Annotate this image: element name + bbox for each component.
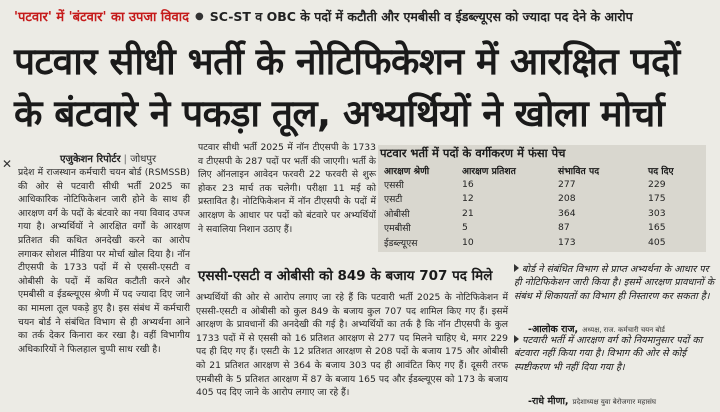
triangle-bullet-icon bbox=[514, 264, 519, 272]
cell-given: 175 bbox=[648, 193, 666, 205]
table-header-row bbox=[382, 163, 704, 177]
table-title: पटवार भर्ती में पदों के वर्गीकरण में फंसा पेच bbox=[380, 146, 566, 160]
cell-expected: 87 bbox=[558, 222, 570, 234]
bullet-icon: ● bbox=[195, 10, 204, 22]
header-percent: आरक्षण प्रतिशत bbox=[462, 165, 516, 177]
triangle-bullet-icon bbox=[514, 335, 519, 343]
table-row bbox=[382, 235, 704, 250]
cell-category: ओबीसी bbox=[384, 208, 410, 220]
table-row bbox=[382, 206, 704, 221]
cell-expected: 364 bbox=[558, 207, 576, 219]
quote-union-leader bbox=[514, 334, 716, 374]
quote-2-text: पटवारी भर्ती में आरक्षण वर्ग को नियमानुसार पदों का बंटवारा नहीं किया गया है। विभाग की ओर से कोई स्पष्टीकरण भी नहीं दिया गया है। bbox=[514, 335, 703, 373]
cell-percent: 12 bbox=[462, 193, 474, 205]
cell-category: एससी bbox=[384, 179, 404, 191]
sub-headline: एससी-एसटी व ओबीसी को 849 के बजाय 707 पद मिले bbox=[198, 268, 493, 284]
cell-percent: 10 bbox=[462, 236, 474, 248]
cell-expected: 173 bbox=[558, 236, 576, 248]
cell-expected: 208 bbox=[558, 193, 576, 205]
cell-category: ईडब्ल्यूएस bbox=[384, 237, 418, 249]
quote-2-signature bbox=[528, 394, 656, 407]
cell-expected: 277 bbox=[558, 178, 576, 190]
table-row bbox=[382, 221, 704, 236]
cell-percent: 21 bbox=[462, 207, 474, 219]
quote-2-name: -राधे मीणा, bbox=[528, 396, 569, 407]
kicker-line bbox=[14, 5, 714, 27]
byline: एजुकेशन रिपोर्टर | जोधपुर bbox=[60, 154, 157, 165]
cell-percent: 16 bbox=[462, 178, 474, 190]
reservation-table bbox=[382, 163, 704, 250]
header-expected: संभावित पद bbox=[558, 165, 600, 177]
column-3-text: अभ्यर्थियों की ओर से आरोप लगाए जा रहे हैं कि पटवारी भर्ती 2025 के नोटिफिकेशन में एससी-एसटी व ओबीसी को कुल 849 के बजाय कुल 707 पद शामिल किए गए हैं। इसमें आरक्षण के प्रावधानों की अनदेखी की गई है। अभ्यर्थियों का तर्क है कि नॉन टीएसपी के कुल 1733 पदों में से एससी को 16 प्रतिशत आरक्षण से 277 पद मिलने चाहिए थे, मगर 229 पद ही दिए गए हैं। एसटी के 12 प्रतिशत आरक्षण से 208 पदों के बजाय 175 और ओबीसी को 21 प्रतिशत आरक्षण से 364 के बजाय 303 पद ही आवंटित किए गए हैं। दूसरी तरफ एमबीसी के 5 प्रतिशत आरक्षण में 87 के बजाय 165 पद और ईडब्ल्यूएस को 173 के बजाय 405 पद दिए जाने के आरोप लगाए जा रहे हैं। bbox=[196, 292, 508, 399]
cell-percent: 5 bbox=[462, 222, 468, 234]
cell-given: 229 bbox=[648, 178, 666, 190]
close-icon: ✕ bbox=[2, 157, 13, 171]
article-column-2 bbox=[198, 141, 376, 236]
article-column-3 bbox=[196, 291, 508, 400]
quote-1-role: अध्यक्ष, राज. कर्मचारी चयन बोर्ड bbox=[582, 326, 665, 334]
cell-given: 303 bbox=[648, 207, 666, 219]
header-given: पद दिए bbox=[648, 165, 674, 177]
cell-category: एमबीसी bbox=[384, 223, 411, 235]
quote-1-text: बोर्ड ने संबंधित विभाग से प्राप्त अभ्यर्थना के आधार पर ही नोटिफिकेशन जारी किया है। इसमें आरक्षण प्रावधानों के संबंध में शिकायतों का विभाग ही निस्तारण कर सकता है। bbox=[514, 264, 715, 302]
kicker-label: 'पटवार' में 'बंटवार' का उपजा विवाद bbox=[14, 10, 190, 25]
article-column-1 bbox=[18, 166, 190, 356]
cell-given: 165 bbox=[648, 222, 666, 234]
cell-category: एसटी bbox=[384, 194, 403, 206]
reporter-name: एजुकेशन रिपोर्टर bbox=[60, 154, 121, 165]
quote-1-name: -आलोक राज, bbox=[528, 324, 579, 335]
headline-line-1: पटवार सीधी भर्ती के नोटिफिकेशन में आरक्षित पदों bbox=[14, 40, 680, 83]
table-row bbox=[382, 177, 704, 192]
quote-2-role: प्रदेशाध्यक्ष युवा बेरोजगार महासंघ bbox=[572, 398, 657, 406]
headline-line-2: के बंटवारे ने पकड़ा तूल, अभ्यर्थियों ने खोला मोर्चा bbox=[14, 92, 665, 135]
quote-board-chairman bbox=[514, 263, 716, 303]
header-category: आरक्षण श्रेणी bbox=[384, 165, 430, 177]
column-1-text: प्रदेश में राजस्थान कर्मचारी चयन बोर्ड (RSMSSB) की ओर से पटवारी सीधी भर्ती 2025 का आधिकारिक नोटिफिकेशन जारी होने के साथ ही आरक्षण वर्ग के पदों के बंटवारे का नया विवाद उपज गया है। अभ्यर्थियों ने आरक्षित वर्गों के आरक्षण प्रतिशत की कथित अनदेखी करने का आरोप लगाकर सोशल मीडिया पर मोर्चा खोल दिया है। नॉन टीएसपी के 1733 पदों में से एससी-एसटी व ओबीसी के पदों में कथित कटौती करने और एमबीसी व ईडब्ल्यूएस श्रेणी में पद ज्यादा दिए जाने का मामला तूल पकड़े हुए है। इस संबंध में कर्मचारी चयन बोर्ड ने संबंधित विभाग से ही अभ्यर्थना आने का तर्क देकर किनारा कर रखा है। वहीं विभागीय अधिकारियों ने फिलहाल चुप्पी साध रखी है। bbox=[18, 167, 190, 355]
cell-given: 405 bbox=[648, 236, 666, 248]
table-row bbox=[382, 192, 704, 207]
column-2-text: पटवार सीधी भर्ती 2025 में नॉन टीएसपी के 1733 व टीएसपी के 287 पदों पर भर्ती की जाएगी। भर्ती के लिए ऑनलाइन आवेदन फरवरी 22 फरवरी से शुरू होकर 23 मार्च तक चलेगी। परीक्षा 11 मई को प्रस्तावित है। नोटिफिकेशन में नॉन टीएसपी के पदों में आरक्षण के आधार पर पदों को बंटवारे पर अभ्यर्थियों ने सवालिया निशान उठाए हैं। bbox=[198, 142, 376, 235]
kicker-text: SC-ST व OBC के पदों में कटौती और एमबीसी व ईडब्ल्यूएस को ज्यादा पद देने के आरोप bbox=[209, 8, 633, 24]
dateline-place: जोधपुर bbox=[130, 154, 157, 165]
